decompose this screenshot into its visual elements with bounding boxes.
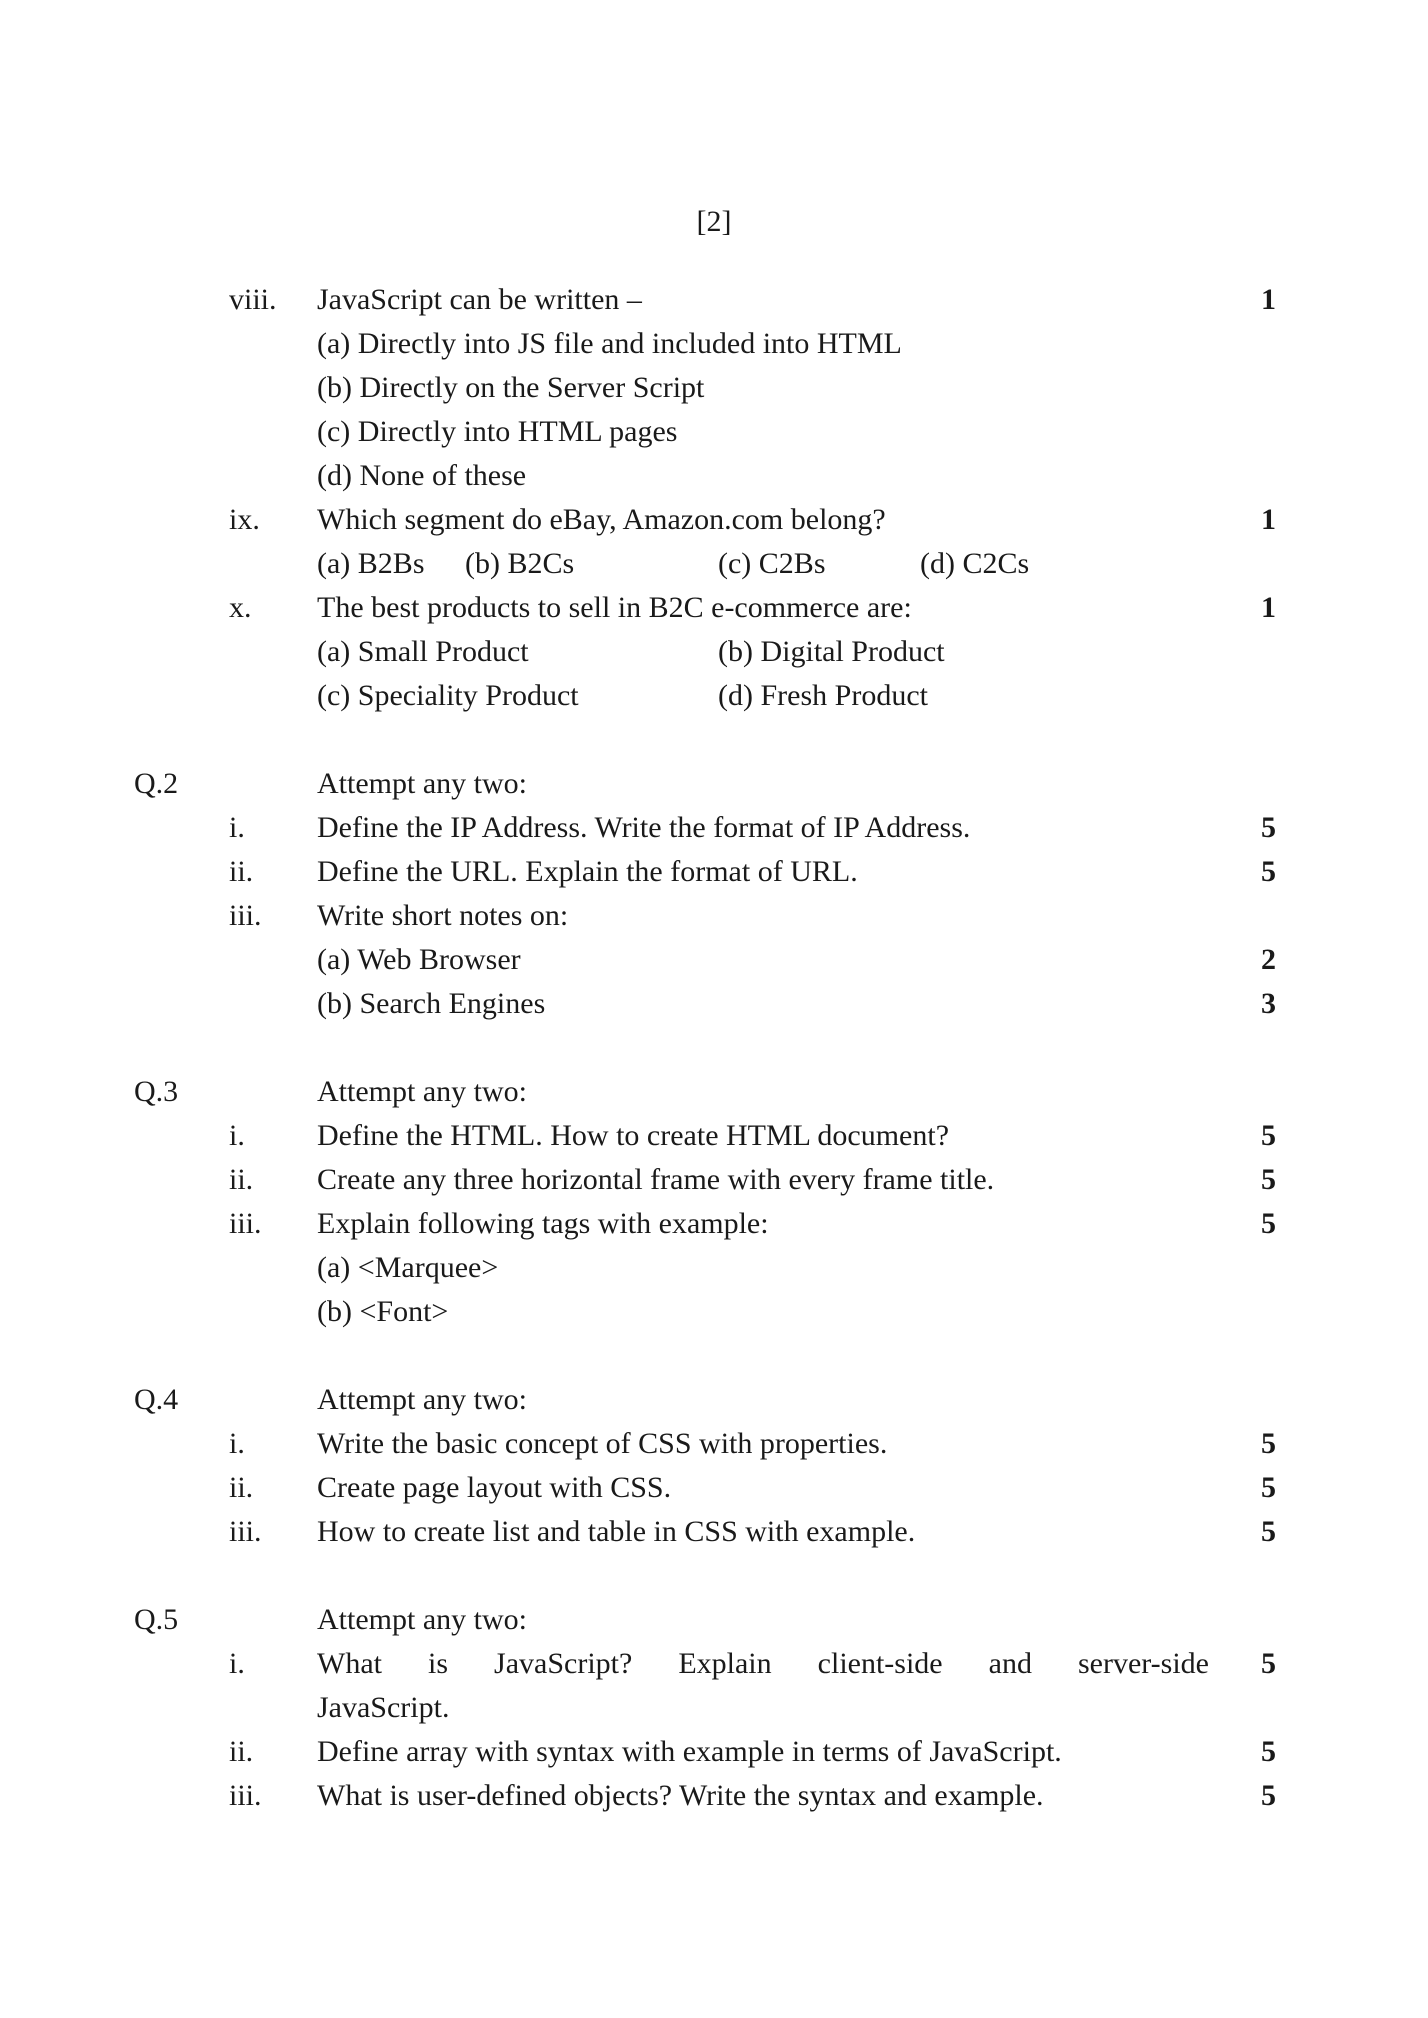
sub-item	[0, 938, 1428, 982]
option-d: (d) None of these	[317, 459, 527, 492]
option-line	[0, 410, 1428, 454]
option-d: (d) C2Cs	[920, 547, 1030, 580]
sub-question	[0, 1202, 1428, 1246]
option-d: (d) Fresh Product	[718, 679, 928, 712]
question-number: iii.	[229, 1207, 262, 1240]
sub-question	[0, 806, 1428, 850]
sub-question	[0, 850, 1428, 894]
sub-item-text: (a) Web Browser	[317, 943, 521, 976]
question-number: ii.	[229, 1163, 254, 1196]
instruction: Attempt any two:	[317, 1383, 527, 1416]
option-b: (b) B2Cs	[465, 547, 575, 580]
question-text: Create page layout with CSS.	[317, 1471, 672, 1504]
option-c: (c) C2Bs	[718, 547, 826, 580]
marks: 5	[1261, 1119, 1276, 1152]
question-header	[0, 1070, 1428, 1114]
sub-question	[0, 1642, 1428, 1686]
option-a: (a) B2Bs	[317, 547, 425, 580]
question-number: iii.	[229, 1515, 262, 1548]
question-ix	[0, 498, 1428, 542]
question-text: How to create list and table in CSS with example.	[317, 1515, 916, 1548]
sub-question	[0, 1114, 1428, 1158]
option-c: (c) Directly into HTML pages	[317, 415, 678, 448]
option-c: (c) Speciality Product	[317, 679, 579, 712]
question-text: Define the URL. Explain the format of URL.	[317, 855, 858, 888]
sub-item	[0, 1290, 1428, 1334]
marks: 5	[1261, 1207, 1276, 1240]
question-number: i.	[229, 1119, 245, 1152]
instruction: Attempt any two:	[317, 1603, 527, 1636]
question-label: Q.2	[134, 767, 179, 800]
marks: 5	[1261, 1515, 1276, 1548]
question-text: Create any three horizontal frame with every frame title.	[317, 1163, 995, 1196]
sub-item	[0, 1246, 1428, 1290]
question-text: JavaScript can be written –	[317, 283, 642, 316]
marks: 5	[1261, 1427, 1276, 1460]
option-line	[0, 454, 1428, 498]
question-header	[0, 762, 1428, 806]
question-text: Write short notes on:	[317, 899, 569, 932]
sub-question-continuation	[0, 1686, 1428, 1730]
sub-item-text: (b) Search Engines	[317, 987, 546, 1020]
marks: 5	[1261, 855, 1276, 888]
question-number: iii.	[229, 1779, 262, 1812]
question-number: iii.	[229, 899, 262, 932]
question-number: x.	[229, 591, 252, 624]
option-a: (a) Small Product	[317, 635, 529, 668]
option-line	[0, 630, 1428, 674]
instruction: Attempt any two:	[317, 1075, 527, 1108]
question-label: Q.3	[134, 1075, 179, 1108]
question-number: viii.	[229, 283, 277, 316]
sub-item-text: (b) <Font>	[317, 1295, 449, 1328]
option-line	[0, 674, 1428, 718]
question-x	[0, 586, 1428, 630]
marks: 5	[1261, 1779, 1276, 1812]
question-number: i.	[229, 1647, 245, 1680]
instruction: Attempt any two:	[317, 767, 527, 800]
question-text: Define the IP Address. Write the format of IP Address.	[317, 811, 971, 844]
sub-question	[0, 894, 1428, 938]
sub-question	[0, 1466, 1428, 1510]
marks: 5	[1261, 1163, 1276, 1196]
question-number: i.	[229, 811, 245, 844]
option-line	[0, 542, 1428, 586]
question-viii	[0, 278, 1428, 322]
option-line	[0, 366, 1428, 410]
marks: 1	[1261, 283, 1276, 316]
question-text: Define array with syntax with example in terms of JavaScript.	[317, 1735, 1062, 1768]
question-text: Write the basic concept of CSS with properties.	[317, 1427, 888, 1460]
sub-question	[0, 1510, 1428, 1554]
question-header	[0, 1378, 1428, 1422]
question-header	[0, 1598, 1428, 1642]
question-text: Which segment do eBay, Amazon.com belong?	[317, 503, 886, 536]
sub-question	[0, 1730, 1428, 1774]
question-number: i.	[229, 1427, 245, 1460]
sub-question	[0, 1158, 1428, 1202]
page-number: [2]	[696, 205, 732, 238]
option-b: (b) Directly on the Server Script	[317, 371, 705, 404]
option-b: (b) Digital Product	[718, 635, 945, 668]
marks: 2	[1261, 943, 1276, 976]
marks: 1	[1261, 503, 1276, 536]
question-number: ii.	[229, 1471, 254, 1504]
sub-item	[0, 982, 1428, 1026]
marks: 5	[1261, 811, 1276, 844]
question-text: Define the HTML. How to create HTML document?	[317, 1119, 950, 1152]
option-line	[0, 322, 1428, 366]
question-label: Q.5	[134, 1603, 179, 1636]
option-a: (a) Directly into JS file and included into HTML	[317, 327, 902, 360]
question-number: ix.	[229, 503, 260, 536]
question-text: Explain following tags with example:	[317, 1207, 769, 1240]
marks: 5	[1261, 1647, 1276, 1680]
marks: 5	[1261, 1735, 1276, 1768]
sub-question	[0, 1774, 1428, 1818]
question-text-continued: JavaScript.	[317, 1691, 450, 1724]
sub-question	[0, 1422, 1428, 1466]
question-text: What is user-defined objects? Write the syntax and example.	[317, 1779, 1044, 1812]
question-text: What is JavaScript? Explain client-side and server-side	[317, 1647, 1209, 1680]
marks: 3	[1261, 987, 1276, 1020]
question-number: ii.	[229, 855, 254, 888]
sub-item-text: (a) <Marquee>	[317, 1251, 499, 1284]
question-number: ii.	[229, 1735, 254, 1768]
marks: 5	[1261, 1471, 1276, 1504]
question-label: Q.4	[134, 1383, 179, 1416]
marks: 1	[1261, 591, 1276, 624]
question-text: The best products to sell in B2C e-commerce are:	[317, 591, 912, 624]
